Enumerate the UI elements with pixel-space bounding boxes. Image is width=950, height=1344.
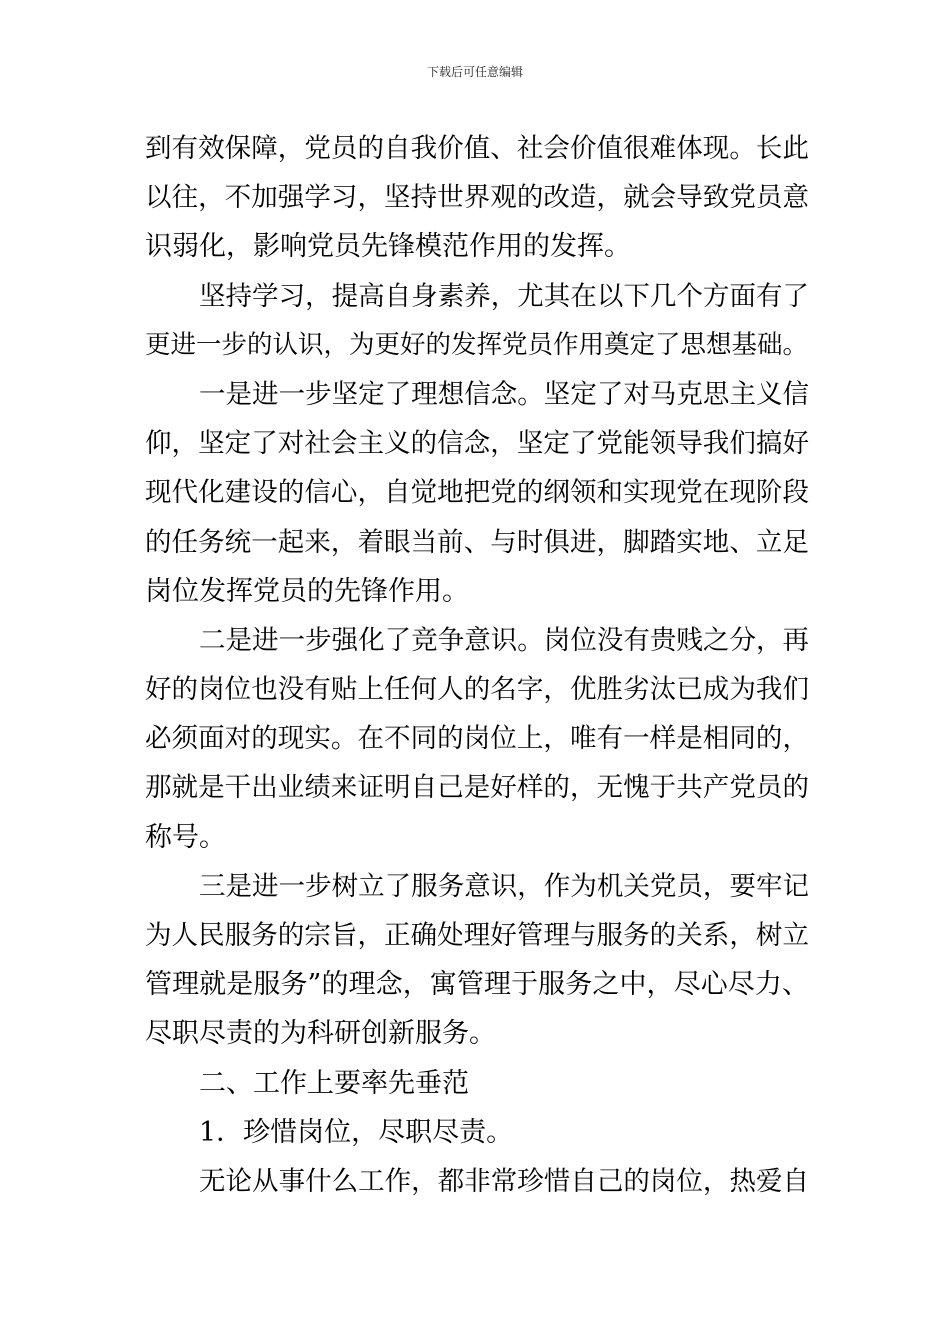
text-line: 管理就是服务”的理念，寓管理于服务之中，尽心尽力、 — [145, 969, 809, 1001]
text-line: 称号。 — [145, 821, 226, 853]
text-line: 以往，不加强学习，坚持世界观的改造，就会导致党员意 — [145, 182, 809, 214]
text-line: 必须面对的现实。在不同的岗位上，唯有一样是相同的， — [145, 723, 809, 755]
text-line: 的任务统一起来，着眼当前、与时俱进，脚踏实地、立足 — [145, 526, 809, 558]
text-line: 一是进一步坚定了理想信念。坚定了对马克思主义信 — [199, 378, 809, 410]
text-line: 仰，坚定了对社会主义的信念，坚定了党能领导我们搞好 — [145, 428, 809, 460]
text-line: 到有效保障，党员的自我价值、社会价值很难体现。长此 — [145, 133, 809, 164]
text-line: 二是进一步强化了竞争意识。岗位没有贵贱之分，再 — [199, 624, 809, 656]
text-line: 好的岗位也没有贴上任何人的名字，优胜劣汰已成为我们 — [145, 674, 809, 706]
text-line: 三是进一步树立了服务意识，作为机关党员，要牢记 — [199, 870, 809, 902]
text-line: 1．珍惜岗位，尽职尽责。 — [199, 1116, 514, 1148]
text-line: 尽职尽责的为科研创新服务。 — [145, 1018, 496, 1050]
text-line: 为人民服务的宗旨，正确处理好管理与服务的关系，树立 — [145, 920, 809, 951]
text-line: 识弱化，影响党员先锋模范作用的发挥。 — [145, 231, 631, 263]
text-line: 更进一步的认识，为更好的发挥党员作用奠定了思想基础。 — [145, 329, 809, 360]
text-line: 二、工作上要率先垂范 — [199, 1067, 469, 1099]
text-line: 现代化建设的信心，自觉地把党的纲领和实现党在现阶段 — [145, 477, 809, 509]
text-line: 无论从事什么工作，都非常珍惜自己的岗位，热爱自 — [199, 1165, 809, 1197]
page-header: 下载后可任意编辑 — [426, 65, 523, 79]
text-line: 那就是干出业绩来证明自己是好样的，无愧于共产党员的 — [145, 772, 809, 804]
document-body — [145, 124, 809, 1206]
text-line: 坚持学习，提高自身素养，尤其在以下几个方面有了 — [199, 280, 809, 312]
text-line: 岗位发挥党员的先锋作用。 — [145, 575, 469, 607]
